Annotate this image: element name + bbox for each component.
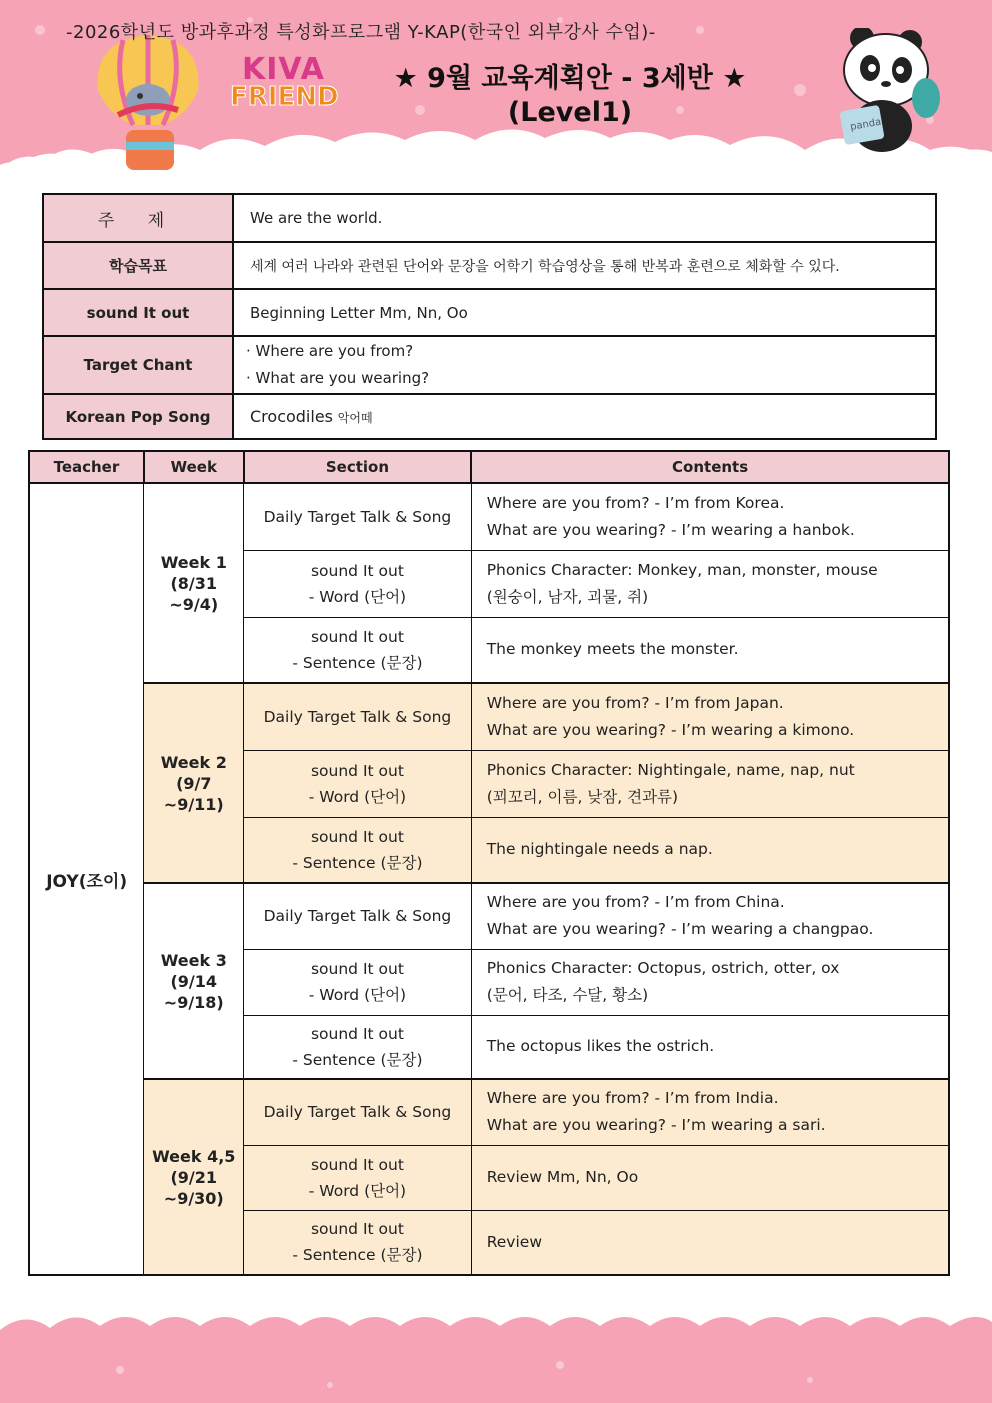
kiva-friend-logo [228, 50, 358, 120]
section-sublabel: - Word (단어) [308, 787, 407, 806]
section-label: Daily Target Talk & Song [263, 907, 452, 926]
section-cell [244, 817, 471, 883]
contents-line: Where are you from? - I’m from Japan. [486, 693, 784, 712]
column-header: Contents [471, 451, 949, 483]
week-name: Week 2 [160, 752, 227, 772]
contents-cell [471, 817, 949, 883]
contents-cell [471, 1079, 949, 1145]
song-title-korean: 악어떼 [337, 411, 373, 425]
section-cell [244, 617, 471, 683]
table-row [29, 1079, 949, 1145]
contents-cell [471, 1015, 949, 1079]
week-cell [144, 483, 244, 683]
section-label: sound It out [310, 1155, 404, 1174]
info-label: 주 제 [43, 194, 233, 242]
footer-background [0, 1290, 992, 1403]
section-sublabel: - Sentence (문장) [292, 1050, 423, 1069]
section-label: sound It out [310, 960, 404, 978]
section-label: sound It out [310, 1024, 404, 1043]
program-subtitle: -2026학년도 방과후과정 특성화프로그램 Y-KAP(한국인 외부강사 수업)- [66, 22, 656, 43]
table-row [29, 483, 949, 550]
section-cell [244, 1145, 471, 1210]
section-cell [244, 1210, 471, 1275]
week-range: ~9/11) [163, 794, 224, 814]
contents-line: (원숭이, 남자, 괴물, 쥐) [486, 587, 649, 606]
contents-line: Where are you from? - I’m from India. [486, 1089, 779, 1108]
contents-line: Review [486, 1232, 542, 1251]
info-row-song [43, 394, 936, 439]
panda-illustration [822, 28, 942, 158]
contents-line: What are you wearing? - I’m wearing a kimono. [486, 720, 855, 739]
week-cell [144, 883, 244, 1079]
info-row-chant [43, 336, 936, 394]
section-label: sound It out [310, 761, 404, 780]
contents-cell [471, 683, 949, 750]
week-cell [144, 683, 244, 883]
week-range: (9/7 [176, 773, 212, 793]
week-range: (8/31 [170, 573, 218, 593]
contents-cell [471, 750, 949, 817]
contents-line: (문어, 타조, 수달, 황소) [486, 986, 649, 1004]
info-row-goal [43, 242, 936, 289]
column-header: Teacher [29, 451, 144, 483]
contents-cell [471, 483, 949, 550]
section-cell [244, 949, 471, 1015]
chant-line: · What are you wearing? [246, 369, 430, 387]
section-cell [244, 883, 471, 949]
contents-line: What are you wearing? - I’m wearing a hanbok. [486, 520, 855, 539]
info-row-sound [43, 289, 936, 336]
week-name: Week 1 [160, 552, 227, 572]
chant-line: · Where are you from? [246, 342, 414, 360]
title-line-2: (Level1) [507, 97, 633, 128]
plan-table [28, 450, 950, 1276]
section-cell [244, 683, 471, 750]
column-header: Week [144, 451, 244, 483]
info-label: Korean Pop Song [43, 394, 233, 439]
section-cell [244, 1079, 471, 1145]
contents-cell [471, 617, 949, 683]
section-label: sound It out [310, 561, 404, 580]
contents-line: Phonics Character: Nightingale, name, nap, nut [486, 760, 855, 779]
section-label: sound It out [310, 1220, 404, 1239]
song-title: Crocodiles [250, 407, 333, 426]
section-sublabel: - Word (단어) [308, 1181, 407, 1200]
week-name: Week 3 [160, 950, 227, 970]
page-title [360, 62, 780, 130]
section-label: sound It out [310, 627, 404, 646]
contents-line: The monkey meets the monster. [486, 640, 739, 659]
section-sublabel: - Word (단어) [308, 986, 407, 1004]
contents-line: The octopus likes the ostrich. [486, 1037, 715, 1056]
section-label: Daily Target Talk & Song [263, 707, 452, 726]
logo-kiva-text: KIVA [242, 52, 325, 87]
contents-line: Phonics Character: Octopus, ostrich, otter, ox [486, 959, 840, 977]
week-range: ~9/30) [163, 1188, 224, 1208]
section-label: Daily Target Talk & Song [263, 507, 452, 526]
week-name: Week 4,5 [152, 1146, 236, 1166]
section-sublabel: - Sentence (문장) [292, 853, 423, 872]
contents-cell [471, 550, 949, 617]
contents-line: Where are you from? - I’m from China. [486, 893, 785, 912]
contents-line: The nightingale needs a nap. [486, 840, 713, 859]
info-row-topic [43, 194, 936, 242]
teacher-name: JOY(조이) [29, 483, 144, 1275]
column-header: Section [244, 451, 471, 483]
contents-line: Where are you from? - I’m from Korea. [486, 493, 785, 512]
week-range: ~9/4) [169, 594, 219, 614]
section-sublabel: - Word (단어) [308, 587, 407, 606]
panda-sign-text: panda [849, 116, 883, 133]
table-row [29, 883, 949, 949]
info-label: 학습목표 [43, 242, 233, 289]
section-sublabel: - Sentence (문장) [292, 653, 423, 672]
info-label: sound It out [43, 289, 233, 336]
info-label: Target Chant [43, 336, 233, 394]
contents-cell [471, 883, 949, 949]
table-row [29, 683, 949, 750]
logo-friend-text: FRIEND [230, 82, 339, 112]
week-range: (9/21 [170, 1167, 218, 1187]
section-cell [244, 750, 471, 817]
info-value [233, 394, 936, 439]
week-range: (9/14 [170, 971, 218, 991]
info-value: We are the world. [233, 194, 936, 242]
contents-line: Review Mm, Nn, Oo [486, 1168, 639, 1186]
info-value: 세계 여러 나라와 관련된 단어와 문장을 어학기 학습영상을 통해 반복과 훈련으로 체화할 수 있다. [233, 242, 936, 289]
section-label: Daily Target Talk & Song [263, 1103, 452, 1122]
section-cell [244, 550, 471, 617]
contents-cell [471, 1145, 949, 1210]
contents-cell [471, 1210, 949, 1275]
section-label: sound It out [310, 827, 404, 846]
title-line-1: ★ 9월 교육계획안 - 3세반 ★ [393, 63, 747, 94]
contents-cell [471, 949, 949, 1015]
info-table [42, 193, 937, 440]
week-cell [144, 1079, 244, 1275]
section-cell [244, 483, 471, 550]
plan-header-row [29, 451, 949, 483]
info-value: Beginning Letter Mm, Nn, Oo [233, 289, 936, 336]
section-sublabel: - Sentence (문장) [292, 1246, 423, 1265]
section-cell [244, 1015, 471, 1079]
hot-air-balloon-illustration [78, 30, 208, 180]
contents-line: (꾀꼬리, 이름, 낮잠, 견과류) [486, 787, 679, 806]
contents-line: What are you wearing? - I’m wearing a changpao. [486, 920, 874, 939]
contents-line: What are you wearing? - I’m wearing a sari. [486, 1116, 826, 1135]
contents-line: Phonics Character: Monkey, man, monster, mouse [486, 560, 878, 579]
info-value [233, 336, 936, 394]
week-range: ~9/18) [163, 992, 224, 1012]
